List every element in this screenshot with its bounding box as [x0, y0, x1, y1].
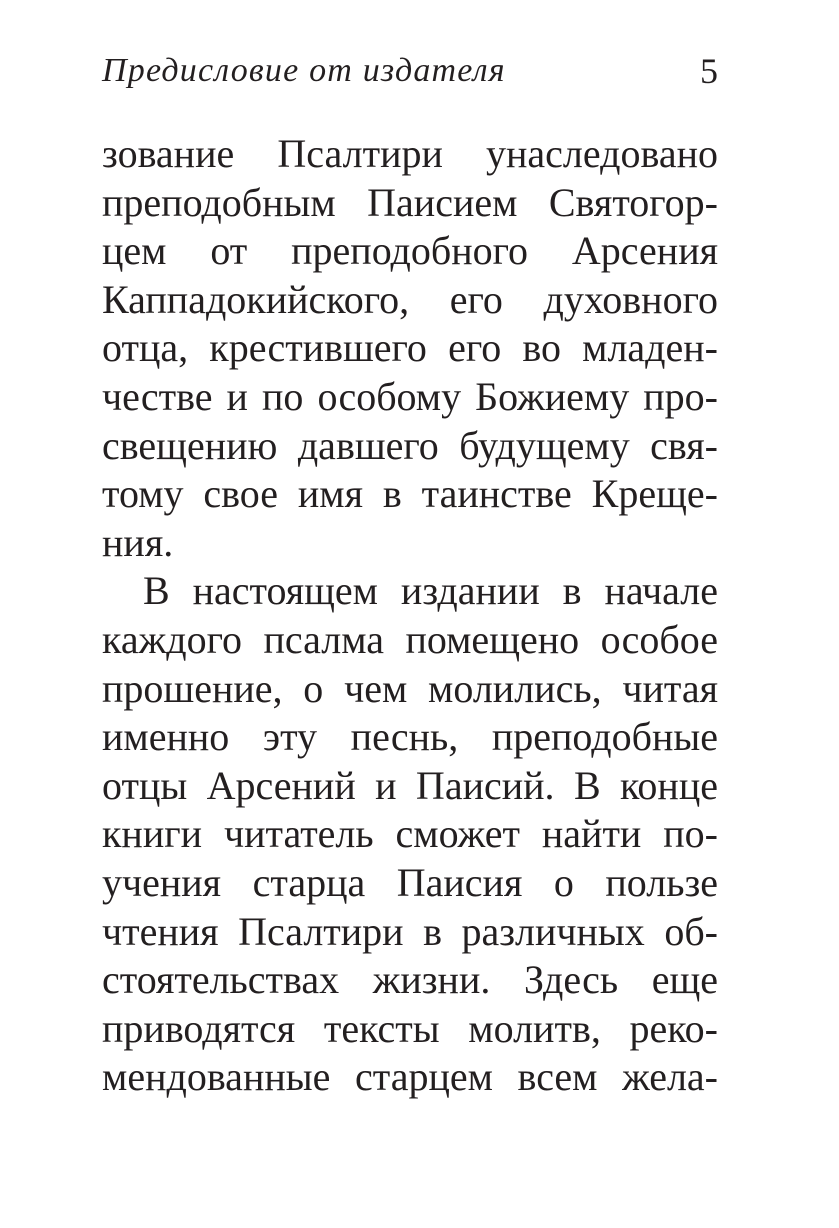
text-line: ния.	[102, 519, 174, 565]
text-line: чтения Псалтири в различных об-	[102, 908, 718, 954]
text-line: книги читатель сможет найти по-	[102, 811, 718, 857]
page-number: 5	[700, 51, 718, 91]
text-line: учения старца Паисия о пользе	[102, 859, 718, 905]
text-line: именно эту песнь, преподобные	[102, 714, 718, 760]
text-line: цем от преподобного Арсения	[102, 228, 718, 274]
running-header	[102, 46, 718, 96]
text-line: зование Псалтири унаследовано	[102, 131, 718, 176]
text-line: тому свое имя в таинстве Креще-	[102, 471, 718, 517]
paragraph-2	[102, 567, 718, 1102]
text-line: прошение, о чем молились, читая	[102, 665, 718, 711]
body-text	[102, 130, 718, 1102]
text-line: Каппадокийского, его духовного	[102, 276, 718, 322]
text-line: мендованные старцем всем жела-	[102, 1054, 718, 1100]
paragraph-1	[102, 130, 718, 567]
text-line: приводятся тексты молитв, реко-	[102, 1005, 718, 1051]
text-line: каждого псалма помещено особое	[102, 616, 718, 662]
text-line: отцы Арсений и Паисий. В конце	[102, 762, 718, 808]
text-line: свещению давшего будущему свя-	[102, 422, 718, 468]
text-line: стоятельствах жизни. Здесь еще	[102, 957, 718, 1003]
text-line: отца, крестившего его во младен-	[102, 325, 718, 371]
text-line: преподобным Паисием Святогор-	[102, 179, 718, 225]
text-line: честве и по особому Божиему про-	[102, 373, 718, 419]
text-line: В настоящем издании в начале	[143, 568, 718, 614]
running-title: Предисловие от издателя	[102, 52, 506, 89]
